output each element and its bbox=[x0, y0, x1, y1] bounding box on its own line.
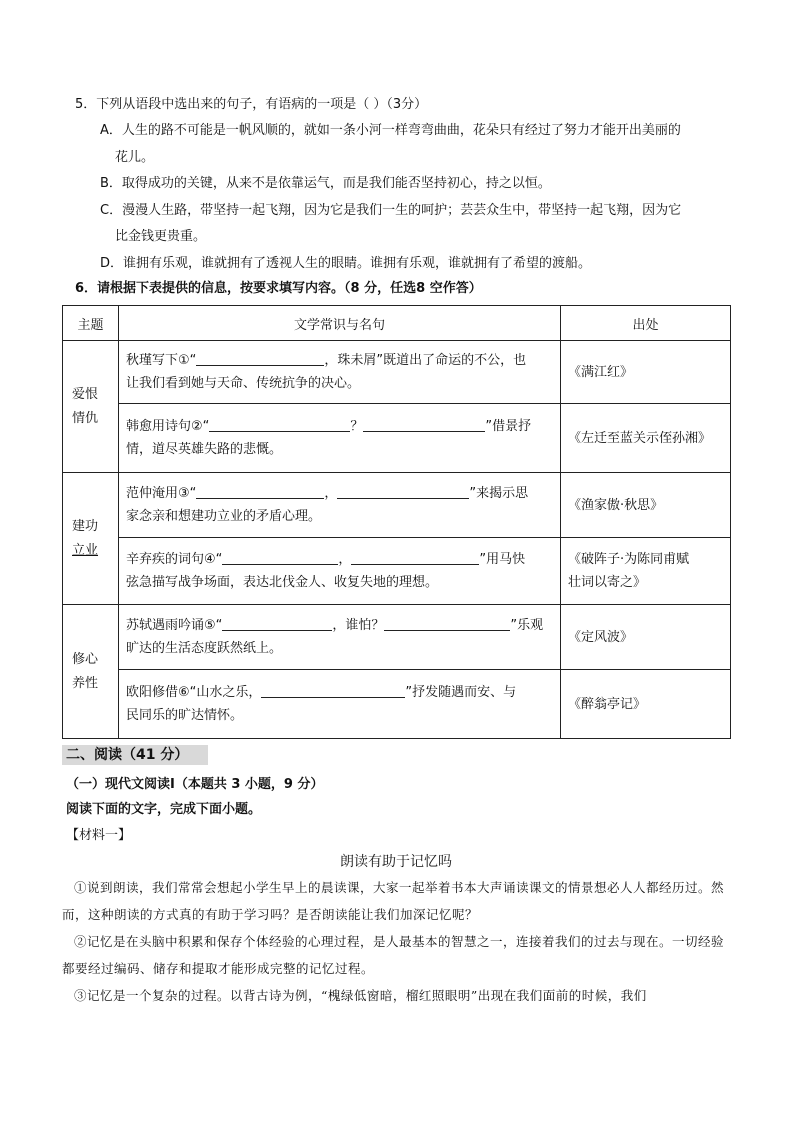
q5-option-c-cont: 比金钱更贵重。 bbox=[115, 229, 207, 244]
header-quote: 文学常识与名句 bbox=[119, 306, 561, 341]
quote-text: 让我们看到她与天命、传统抗争的决心。 bbox=[126, 376, 361, 391]
q5-option-b: B．取得成功的关键，从来不是依靠运气，而是我们能否坚持初心，持之以恒。 bbox=[100, 176, 551, 191]
quote-text: ”乐观 bbox=[510, 618, 544, 633]
q5-option-d: D．谁拥有乐观，谁就拥有了透视人生的眼睛。谁拥有乐观，谁就拥有了希望的渡船。 bbox=[100, 256, 592, 271]
source-text: 壮词以寄之》 bbox=[568, 575, 647, 590]
answer-blank-4b[interactable] bbox=[351, 550, 479, 565]
source-text: 《破阵子·为陈同甫赋 bbox=[568, 552, 690, 567]
answer-blank-2a[interactable] bbox=[209, 417, 350, 432]
quote-text: 范仲淹用③“ bbox=[126, 486, 197, 501]
theme-label: 情仇 bbox=[72, 410, 99, 426]
source-cell: 《渔家傲·秋思》 bbox=[561, 473, 731, 538]
theme-cell bbox=[63, 473, 119, 605]
table-header-row bbox=[63, 306, 731, 341]
answer-blank-1[interactable] bbox=[196, 351, 324, 366]
quote-text: ”抒发随遇而安、与 bbox=[405, 685, 517, 700]
source-cell: 《左迁至蓝关示侄孙湘》 bbox=[561, 404, 731, 473]
q5-stem: 5．下列从语段中选出来的句子，有语病的一项是（ ）（3分） bbox=[75, 97, 428, 112]
theme-label: 建功 bbox=[72, 518, 99, 534]
article-paragraph-1: ①说到朗读，我们常常会想起小学生早上的晨读课，大家一起举着书本大声诵读课文的情景想必人人都经历过。然而，这种朗读的方式真的有助于学习吗？是否朗读能让我们加深记忆呢？ bbox=[62, 880, 725, 922]
article-paragraph-3: ③记忆是一个复杂的过程。以背古诗为例，“槐绿低窗暗，榴红照眼明”出现在我们面前的时候，我们 bbox=[74, 988, 647, 1003]
q5-option-a: A．人生的路不可能是一帆风顺的，就如一条小河一样弯弯曲曲，花朵只有经过了努力才能开出美丽的 bbox=[100, 123, 681, 138]
article-title: 朗读有助于记忆吗 bbox=[340, 854, 452, 870]
table-row bbox=[63, 538, 731, 605]
source-cell bbox=[561, 538, 731, 605]
quote-text: ，谁怕？ bbox=[332, 618, 385, 633]
table-row bbox=[63, 404, 731, 473]
theme-cell bbox=[63, 341, 119, 473]
q5-option-a-cont: 花儿。 bbox=[115, 150, 155, 165]
theme-label: 爱恨 bbox=[72, 386, 99, 402]
section-heading: 二、阅读（41 分） bbox=[62, 745, 208, 765]
q6-stem: 6．请根据下表提供的信息，按要求填写内容。（8 分，任选8 空作答） bbox=[75, 281, 482, 296]
part-heading: （一）现代文阅读Ⅰ（本题共 3 小题，9 分） bbox=[66, 777, 324, 792]
theme-label: 养性 bbox=[72, 675, 99, 691]
theme-label: 立业 bbox=[72, 542, 99, 558]
table-row bbox=[63, 473, 731, 538]
quote-text: 韩愈用诗句②“ bbox=[126, 419, 210, 434]
quote-cell bbox=[119, 404, 561, 473]
reading-instruction: 阅读下面的文字，完成下面小题。 bbox=[66, 802, 262, 817]
quote-text: 秋瑾写下①“ bbox=[126, 353, 197, 368]
quote-text: 欧阳修借⑥“山水之乐， bbox=[126, 685, 262, 700]
q5-option-c: C．漫漫人生路，带坚持一起飞翔，因为它是我们一生的呵护；芸芸众生中，带坚持一起飞翔，因为它 bbox=[100, 203, 682, 218]
quote-text: 苏轼遇雨吟诵⑤“ bbox=[126, 618, 223, 633]
quote-cell bbox=[119, 670, 561, 739]
quote-text: ？ bbox=[350, 419, 364, 434]
quote-text: 民同乐的旷达情怀。 bbox=[126, 708, 244, 723]
quote-cell bbox=[119, 538, 561, 605]
article-paragraph-2: ②记忆是在头脑中积累和保存个体经验的心理过程，是人最基本的智慧之一，连接着我们的过去与现在。一切经验都要经过编码、储存和提取才能形成完整的记忆过程。 bbox=[62, 934, 725, 976]
quote-text: 情，道尽英雄失路的悲慨。 bbox=[126, 442, 283, 457]
quote-text: ”来揭示思 bbox=[469, 486, 529, 501]
quote-text: ， bbox=[338, 552, 352, 567]
literature-table bbox=[62, 305, 731, 739]
source-cell: 《定风波》 bbox=[561, 605, 731, 670]
quote-text: ”用马快 bbox=[479, 552, 526, 567]
quote-cell bbox=[119, 473, 561, 538]
table-row bbox=[63, 341, 731, 404]
theme-cell bbox=[63, 605, 119, 739]
answer-blank-5a[interactable] bbox=[222, 616, 332, 631]
answer-blank-3b[interactable] bbox=[337, 484, 469, 499]
answer-blank-3a[interactable] bbox=[196, 484, 324, 499]
table-row bbox=[63, 605, 731, 670]
quote-text: ，珠未屑”既道出了命运的不公，也 bbox=[324, 353, 527, 368]
quote-cell bbox=[119, 605, 561, 670]
quote-text: ， bbox=[324, 486, 338, 501]
quote-text: 家念亲和想建功立业的矛盾心理。 bbox=[126, 509, 322, 524]
header-theme: 主题 bbox=[63, 306, 119, 341]
answer-blank-5b[interactable] bbox=[384, 616, 510, 631]
answer-blank-4a[interactable] bbox=[222, 550, 338, 565]
material-label: 【材料一】 bbox=[66, 828, 132, 843]
quote-cell bbox=[119, 341, 561, 404]
answer-blank-6[interactable] bbox=[261, 683, 405, 698]
source-cell: 《满江红》 bbox=[561, 341, 731, 404]
quote-text: 弦急描写战争场面，表达北伐金人、收复失地的理想。 bbox=[126, 575, 439, 590]
source-cell: 《醉翁亭记》 bbox=[561, 670, 731, 739]
quote-text: 旷达的生活态度跃然纸上。 bbox=[126, 641, 283, 656]
theme-label: 修心 bbox=[72, 651, 99, 667]
answer-blank-2b[interactable] bbox=[363, 417, 485, 432]
table-row bbox=[63, 670, 731, 739]
quote-text: ”借景抒 bbox=[485, 419, 532, 434]
header-source: 出处 bbox=[561, 306, 731, 341]
quote-text: 辛弃疾的词句④“ bbox=[126, 552, 223, 567]
